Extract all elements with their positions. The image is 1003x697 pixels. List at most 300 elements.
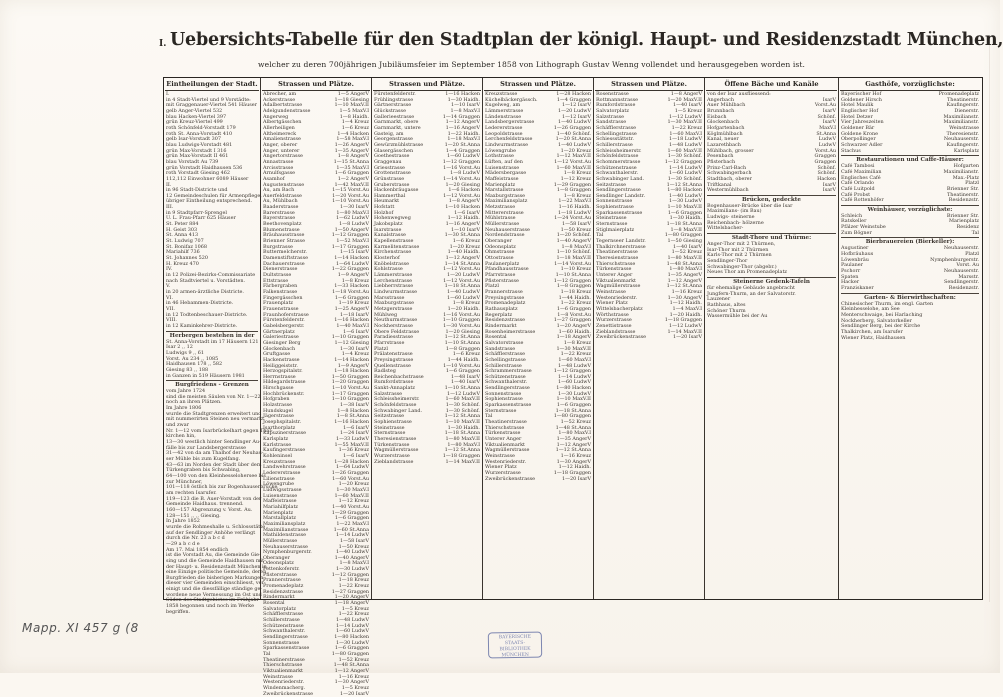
entry-reference: 1—20 Graggen <box>331 379 369 386</box>
entry-name: Blumenstrasse <box>263 226 300 233</box>
entry-reference: Promenadeplatz <box>938 91 979 97</box>
entry-name: Josephspitalstr. <box>263 419 302 426</box>
entry-reference: 1—30 St.Anna <box>444 232 480 239</box>
entry-name: Schwabinger Land. <box>374 407 423 414</box>
entry-reference: 1—35 AngerV <box>556 436 591 443</box>
entry-name: 119—123 die B. Auer-Vorstadt von der <box>166 495 262 502</box>
entry-reference: IsarV <box>822 187 836 194</box>
entry-reference: 1—40 Vorst.Au <box>332 503 369 510</box>
entry-name: Sophienstrasse <box>596 204 634 211</box>
entry-reference: 1—30 LudwV <box>557 390 591 397</box>
entry-name: Schäfflerstrasse <box>263 611 304 618</box>
entry-name: Odeonsplatz <box>263 560 294 567</box>
entry-name: Neuhauserstrasse <box>485 226 530 233</box>
entry-name: Wassermühle bei der Au <box>707 313 768 320</box>
entry-name: Rosenstrasse <box>596 91 629 97</box>
entry-reference: 1—10 MaxV.II <box>445 419 480 426</box>
entry-reference: 1—17 Graggen <box>331 243 369 250</box>
entry-reference: 1—12 AngerV <box>445 255 480 262</box>
entry-name: Sonnenstrasse <box>596 198 633 205</box>
entry-reference: 1—35 AngerV <box>667 272 702 278</box>
entry-reference: 1—48 LudwV <box>668 141 702 148</box>
entry-name: Augustiner <box>841 245 869 252</box>
entry-reference: 1—12 IsarV <box>561 113 591 120</box>
entry-name: Zum Bögner <box>841 229 872 236</box>
entry-name: mit Graggenauer-Viertel 541 Häuser <box>166 102 257 109</box>
entry-name: IV. <box>166 266 173 273</box>
stamp-line: BIBLIOTHEK <box>499 646 531 653</box>
column-heading: Eintheilungen der Stadt. <box>166 80 258 88</box>
entry-reference: Maximilianstr. <box>943 168 979 175</box>
entry-reference: 1—20 Vorst.Au <box>332 192 369 199</box>
entry-name: einigt und die diessfällige ständige ge- <box>166 586 263 593</box>
entry-reference: 1—12 Vorst.Au <box>443 266 480 273</box>
entry-reference: 1—30 MaxV.II <box>667 119 702 126</box>
section-heading: Stadt-Thore und Thürme: <box>731 235 812 242</box>
entry-name: Fürstenfelderstr. <box>374 91 416 97</box>
entry-name: Schillerstrasse <box>263 617 300 624</box>
entry-name: Rosenheimerstrasse <box>485 328 536 335</box>
entry-name: Prälatenstrasse <box>374 351 413 358</box>
entry-name: Maffeistrasse <box>263 498 297 505</box>
entry-name: Löwengrube <box>263 481 295 488</box>
entry-reference: 1—26 Graggen <box>553 124 591 131</box>
entry-reference: 1—9 AngerV <box>337 272 369 278</box>
entry-name: Fürstenfelderstr. <box>263 317 305 324</box>
entry-name: Spaten <box>841 273 859 280</box>
entry-name: Wurzerstrasse <box>374 453 410 459</box>
entry-reference: 1—60 MaxV.II <box>445 396 480 403</box>
entry-name: 112,112 Einwohner 6089 Häuser <box>166 175 249 182</box>
entry-name: Dienerstrasse <box>263 266 298 273</box>
entry-reference: 1—80 Graggen <box>331 650 369 657</box>
entry-name: Viktualienmarkt <box>263 667 303 674</box>
entry-name: Fingergässchen <box>263 294 303 301</box>
entry-reference: 1—40 MaxV.I <box>336 322 369 329</box>
entry-reference: Graggen <box>814 158 836 165</box>
entry-reference: 1—28 Hacken <box>334 458 369 465</box>
entry-name: Auer Mühlbach <box>707 102 746 109</box>
entry-reference: 1—40 Haidh. <box>447 249 480 256</box>
entry-reference: 1—22 MaxV.I <box>336 520 369 527</box>
entry-name: Hammerthal <box>374 192 406 199</box>
entry-reference: 1—6 Kreuz <box>452 238 480 245</box>
entry-name: Lämmerstrasse <box>485 107 524 114</box>
entry-reference: 1—30 Schönf. <box>667 153 702 160</box>
entry-name: Kugelweg, am <box>485 102 521 109</box>
entry-reference: 1—8 MaxV.II <box>670 226 702 233</box>
entry-name: Schwabinger Land. <box>596 175 645 182</box>
entry-name: Lüften, auf den <box>485 158 523 165</box>
entry-name: Schleissheimerstr. <box>596 147 642 154</box>
entry-name: Café Tambosi <box>841 163 875 170</box>
entry-reference: 1—60 LudwV <box>446 153 480 160</box>
entry-reference: 1—12 Graggen <box>553 277 591 284</box>
entry-reference: 1—16 Haidh. <box>558 204 591 211</box>
entry-reference: 1—6 Hacken <box>448 187 480 194</box>
entry-name: Pfarrstrasse <box>485 272 516 278</box>
entry-name: Zweibrückenstrasse <box>263 690 314 697</box>
entry-name: Wurzerstrasse <box>485 469 521 476</box>
entry-reference: 1—64 LudwV <box>335 464 369 471</box>
entry-name: VII. <box>166 305 175 312</box>
entry-reference: 1—4 MaxV.I <box>672 305 702 312</box>
entry-name: Salvatorstrasse <box>485 339 524 346</box>
entry-name: Viktualienmarkt <box>596 277 636 284</box>
entry-reference: Residenzstr. <box>948 197 979 204</box>
entry-name: in Ganzen in 519 Häusern 1981 <box>166 372 245 379</box>
entry-name: Karmelitenstrasse <box>374 243 420 250</box>
entry-name: Chinesischer Thurm, im engl. Garten <box>841 300 934 307</box>
entry-name: Glockenbach <box>263 345 296 352</box>
entry-reference: 1—2 AngerV <box>337 175 369 182</box>
entry-name: Theatinerstrasse <box>596 249 638 256</box>
entry-name: zur Münchner, <box>166 478 203 485</box>
entry-reference: 1—14 Graggen <box>442 113 480 120</box>
entry-name: roth Schönfeld-Vorstadt 179 <box>166 124 236 131</box>
entry-reference: 1—8 AngerV <box>337 153 369 160</box>
entry-reference: 1—10 St.Anna <box>555 272 591 278</box>
entry-name: Heumarkt <box>374 198 400 205</box>
entry-name: Englisches Café <box>841 174 881 181</box>
entry-reference: 1—55 MaxV.II <box>334 441 369 448</box>
entry-reference: IsarV <box>822 119 836 126</box>
entry-name: sind die meisten Säulen von Nr. 1—22 <box>166 393 261 400</box>
entry-name: III. <box>166 204 174 211</box>
entry-reference: 1—64 LudwV <box>335 260 369 267</box>
entry-name: Auerfeldstrasse <box>263 192 302 199</box>
entry-reference: 1—80 MaxV.II <box>667 255 702 262</box>
entry-name: Ackerstrasse <box>263 96 296 103</box>
entry-name: Thalkirchnerstrasse <box>596 243 646 250</box>
entry-name: Thalkirchen, am Isarufer <box>841 328 903 335</box>
entry-name: Gasteig, am <box>374 130 404 137</box>
entry-reference: 1—16 Hacken <box>334 419 369 426</box>
entry-name: H. Kreuz 470 <box>166 260 199 267</box>
entry-reference: 1—5 Kreuz <box>341 684 369 691</box>
entry-reference: 1—4 Kreuz <box>341 351 369 358</box>
entry-name: Goethestrasse <box>374 153 410 160</box>
entry-reference: 1—6 Kreuz <box>341 124 369 131</box>
entry-reference: 1—27 Graggen <box>553 317 591 324</box>
entry-name: wurde die Rohmeshalle u. Schlossstätte <box>166 523 266 530</box>
entry-name: Gruftgasse <box>263 351 291 358</box>
entry-name: grün Max-Vorstadt II 461 <box>166 153 229 160</box>
entry-reference: 1—12 IsarV <box>561 102 591 109</box>
table-row <box>707 270 836 276</box>
entry-reference: 1—4 Kreuz <box>341 119 369 126</box>
entry-name: Sophienstrasse <box>485 396 523 403</box>
entry-name: blau Ludwigs-Vorstadt 481 <box>166 141 233 148</box>
entry-reference: Schönf. <box>817 113 836 120</box>
entry-reference: 1—22 Kreuz <box>338 583 369 590</box>
entry-name: Radlsteg <box>374 368 396 375</box>
section-heading: Burgfriedens - Grenzen <box>175 382 249 389</box>
entry-reference: 1—20 Giesing <box>445 181 480 188</box>
entry-name: Gallerieestrasse <box>374 113 415 120</box>
entry-name: Theresienstrasse <box>596 255 639 262</box>
entry-reference: 1—29 Graggen <box>331 509 369 516</box>
entry-reference: 1—60 St.Anna <box>333 526 369 533</box>
entry-name: Salvatorplatz <box>263 605 296 612</box>
entry-name: Marienplatz <box>485 181 516 188</box>
entry-name: Neuthurmstrasse <box>374 317 418 324</box>
entry-name: Schäfflerstrasse <box>485 351 526 358</box>
entry-name: Triftkanal <box>707 181 732 188</box>
entry-reference: 1—40 LudwV <box>446 288 480 295</box>
entry-name: blau Hacken-Viertel 397 <box>166 113 227 120</box>
entry-reference: 1—12 AngerV <box>445 119 480 126</box>
entry-name: Schönfeldstrasse <box>374 402 417 409</box>
entry-name: in 12 Polizei-Bezirks-Commissariate <box>166 272 256 278</box>
entry-reference: 1—30 AngerV <box>667 294 702 301</box>
entry-reference: 1—30 IsarV <box>339 204 369 211</box>
entry-name: fälle bis zur Landsbergerstrasse <box>166 444 247 451</box>
entry-name: II. <box>166 181 172 188</box>
entry-reference: 1—12 Haidh. <box>669 300 702 307</box>
entry-name: Maximiliansplatz <box>485 198 528 205</box>
entry-name: Sendlinger-Thor <box>707 258 748 265</box>
entry-reference: 1—14 Hacken <box>334 255 369 262</box>
entry-reference: 1—12 Kreuz <box>560 175 591 182</box>
entry-reference: 1—80 MaxV.I <box>558 430 591 437</box>
entry-reference: 1—60 MaxV.I <box>558 356 591 363</box>
entry-reference: 1—10 Kreuz <box>560 266 591 273</box>
entry-name: Paulaner <box>841 262 863 269</box>
entry-reference: 1—35 AngerV <box>334 147 369 154</box>
entry-name: Ländenstrasse <box>485 113 522 120</box>
entry-name: in 12 Todtenbeschauer-Districte. <box>166 311 248 318</box>
entry-reference: 1—4 Hacken <box>337 130 369 137</box>
entry-name: dieser vier Gemeinden einschliesst, ver- <box>166 580 266 587</box>
entry-name: Garnmarkt, obere <box>374 119 419 126</box>
entry-reference: 1—5 Kreuz <box>674 107 702 114</box>
entry-name: Löwengrube <box>485 147 517 154</box>
entry-name: kirchen hin, <box>166 433 196 440</box>
entry-reference: 1—12 Vorst.Au <box>443 277 480 284</box>
entry-reference: 1—6 Graggen <box>556 305 591 312</box>
entry-name: Bogenhauser-Brücke über die Isar <box>707 202 793 209</box>
entry-name: auf der Sendlinger Anhöhe verlängt <box>166 529 256 536</box>
entry-name: Sparkassenstrasse <box>596 209 643 216</box>
table-row <box>374 460 480 466</box>
stamp-line: BAYERISCHE <box>498 634 532 641</box>
entry-name: Fraunhoferstrasse <box>263 311 309 318</box>
entry-reference: 1—80 Graggen <box>553 413 591 420</box>
section-heading: Weinhäuser, vorzüglichste: <box>867 206 953 213</box>
entry-reference: Vorst. Au <box>956 262 979 269</box>
entry-reference: 1—12 Giesing <box>334 339 369 346</box>
entry-name: eine Einzige politische Gemeinde, deren <box>166 569 267 576</box>
entry-name: Sparkassenstrasse <box>263 645 310 652</box>
entry-name: noch an ihren Plätzen. <box>166 399 222 406</box>
entry-name: Zweibrückenstrasse <box>596 334 647 341</box>
entry-name: Knöbelstrasse <box>374 260 409 267</box>
entry-name: Prinz-Carl-Bach <box>707 164 747 171</box>
entry-name: 160—157 Abgrenzung v. Vorst. Au. <box>166 506 253 513</box>
entry-reference: 1—60 LudwV <box>335 628 369 635</box>
entry-name: wurde die Stadtgrenzen erweitert und <box>166 410 262 417</box>
entry-name: Hundskugel <box>263 407 293 414</box>
entry-name: Pfisterbach <box>707 158 736 165</box>
entry-reference: Marsstr. <box>958 273 979 280</box>
entry-reference: 1—30 Haidh. <box>447 96 480 103</box>
entry-reference: 1—14 MaxV.II <box>667 328 702 335</box>
entry-reference: 1—50 Graggen <box>331 373 369 380</box>
entry-name: St. Bonifaz 1068 <box>166 243 207 250</box>
entry-name: Falkenstrasse <box>263 288 298 295</box>
entry-reference: 1—58 IsarV <box>339 537 369 544</box>
entry-reference: 1—60 Haidh. <box>558 328 591 335</box>
entry-reference: 1—28 Hacken <box>556 91 591 97</box>
entry-name: Gruberstrasse <box>374 181 410 188</box>
entry-name: St. Johannes 520 <box>166 255 208 262</box>
entry-name: Mädersbergasse <box>485 170 527 177</box>
entry-reference: 1—6 Graggen <box>334 294 369 301</box>
entry-name: gelb Isar-Vorstadt 307 <box>166 136 222 143</box>
entry-reference: 1—40 AngerV <box>334 554 369 561</box>
entry-reference: 1—38 IsarV <box>339 402 369 409</box>
entry-name: H. Geist 303 <box>166 226 198 233</box>
entry-name: Maxburgstrasse <box>485 192 526 199</box>
entry-name: Thierschstrasse <box>263 662 303 669</box>
entry-name: Rosental <box>485 334 507 341</box>
table-row <box>841 231 979 237</box>
entry-name: St. Anna 413 <box>166 232 199 239</box>
entry-reference: 1—6 Graggen <box>334 515 369 522</box>
entry-name: Schellingstrasse <box>596 130 637 137</box>
entry-name: Annastrasse <box>263 158 294 165</box>
entry-reference: 1—27 Graggen <box>331 588 369 595</box>
entry-name: Paradiesstrasse <box>374 334 413 341</box>
entry-reference: 1—35 MaxV.I <box>336 164 369 171</box>
table-column-5 <box>594 78 705 599</box>
entry-name: Maximilians- (im Bau) <box>707 208 762 215</box>
entry-name: und zwar <box>166 422 190 429</box>
entry-name: Kapuzinerstrasse <box>263 430 307 437</box>
entry-reference: 1—5 Kreuz <box>341 605 369 612</box>
entry-name: Burgstrasse <box>263 243 293 250</box>
entry-reference: 1—18 St.Anna <box>444 430 480 437</box>
entry-reference: 1—18 Kreuz <box>338 577 369 584</box>
entry-reference: 1—16 Hacken <box>445 91 480 97</box>
entry-reference: 1—12 St.Anna <box>444 334 480 341</box>
entry-name: Holzhof <box>374 209 394 216</box>
entry-name: Adalbertstrasse <box>263 102 303 109</box>
entry-reference: Brienner Str. <box>946 212 979 219</box>
entry-name: Schleissheimerstr. <box>374 396 420 403</box>
table-row <box>263 692 369 697</box>
entry-name: Bayerischer Hof <box>841 91 882 97</box>
entry-reference: 1—30 LudwV <box>668 198 702 205</box>
entry-reference: 1—6 Graggen <box>334 645 369 652</box>
entry-reference: LudwV <box>818 136 836 143</box>
section-rule <box>707 233 836 234</box>
entry-reference: 1—48 St.Anna <box>555 424 591 431</box>
entry-name: Allerheiligen <box>263 124 295 131</box>
entry-reference: 1—52 Kreuz <box>671 249 702 256</box>
entry-name: Gewürzmühlstrasse <box>374 141 424 148</box>
entry-name: Nymphenburgerstr. <box>263 549 312 556</box>
entry-name: Giesinger Berg <box>263 339 301 346</box>
entry-reference: 1—80 MaxV.I <box>447 441 480 448</box>
entry-reference: 1—60 LudwV <box>446 294 480 301</box>
entry-reference: 1—18 St.Anna <box>444 283 480 290</box>
entry-name: Galeriestrasse <box>263 334 299 341</box>
entry-reference: 1—12 Kreuz <box>338 498 369 505</box>
entry-name: Pschorr <box>841 268 861 275</box>
entry-name: Wiener Platz, Haidhausen <box>841 334 906 341</box>
entry-name: Viktualienmarkt <box>485 441 525 448</box>
entry-name: von der Isar ausfliessend: <box>707 91 771 97</box>
entry-name: Albertgässchen <box>263 119 302 126</box>
entry-name: grün Max-Vorstadt I 316 <box>166 147 227 154</box>
entry-reference: 1—25 AngerV <box>334 305 369 312</box>
entry-reference: Platzl <box>965 180 979 187</box>
entry-reference: 1—18 Graggen <box>553 469 591 476</box>
entry-reference: 1—14 St.Anna <box>444 260 480 267</box>
entry-reference: 1—10 Graggen <box>331 334 369 341</box>
entry-name: in 96 Stadt-Districte und <box>166 187 228 194</box>
entry-reference: 1—10 Graggen <box>442 317 480 324</box>
entry-reference: 1—8 Haidh. <box>339 113 369 120</box>
entry-reference: 1—20 Schönf. <box>556 232 591 239</box>
entry-name: Lilienstrasse <box>263 475 295 482</box>
entry-reference: Hofgarten <box>953 163 979 170</box>
entry-name: Schellingstrasse <box>485 356 526 363</box>
entry-name: Hirschgasse <box>263 385 294 392</box>
entry-reference: 1—40 IsarV <box>672 102 702 109</box>
table-row <box>166 313 258 319</box>
entry-reference: 1—58 MaxV.I <box>336 136 369 143</box>
entry-reference: 1—40 IsarV <box>450 379 480 386</box>
entry-name: Lauzener <box>707 296 731 303</box>
entry-reference: 1—60 MaxV.II <box>334 492 369 499</box>
entry-name: In Jahre 1852 <box>166 518 200 525</box>
entry-reference: 1—18 AngerV <box>556 334 591 341</box>
table-row <box>841 149 979 155</box>
entry-reference: 1—80 Hacken <box>556 385 591 392</box>
entry-name: Gemeinde Haidhaus. trennend. <box>166 501 244 508</box>
entry-name: Schwanthalerstr. <box>485 379 528 386</box>
entry-name: Pfälzer Weinstube <box>841 224 886 231</box>
entry-name: 12 Gemeindeschulen für Armenpflege, <box>166 192 262 199</box>
entry-name: Schiessstättstr. <box>596 136 634 143</box>
section-heading: Bierbrauereien (Bierkeller): <box>865 239 955 246</box>
section-heading: Herbergen bestehen in der <box>169 332 255 339</box>
entry-reference: 1—18 St.Anna <box>555 407 591 414</box>
entry-name: Steinstrasse <box>596 215 627 222</box>
entry-name: Dachauerstrasse <box>263 260 305 267</box>
entry-name: Pfisterstrasse <box>485 277 519 284</box>
entry-name: Baaderstrasse <box>263 204 299 211</box>
column-heading: Strassen und Plätze. <box>389 80 465 88</box>
entry-reference: 1—40 IsarV <box>672 243 702 250</box>
entry-name: Sandstrasse <box>596 119 627 126</box>
entry-name: in 4 Stadt-Viertel und 9 Vorstädte: <box>166 96 251 103</box>
entry-reference: 1—60 LudwV <box>557 379 591 386</box>
entry-name: Theresienstrasse <box>374 436 417 443</box>
entry-name: Ludwigs- steinerne <box>707 214 755 221</box>
section-rule <box>166 331 258 332</box>
entry-reference: 1—30 AngerV <box>556 458 591 465</box>
entry-name: Eisbach <box>707 113 727 120</box>
entry-reference: 1—8 LudwV <box>339 221 369 228</box>
entry-name: Hofgartenbach <box>707 124 745 131</box>
column-entries <box>594 91 704 341</box>
entry-name: Sternstrasse <box>596 221 628 228</box>
entry-name: Zenettistrasse <box>596 322 632 329</box>
